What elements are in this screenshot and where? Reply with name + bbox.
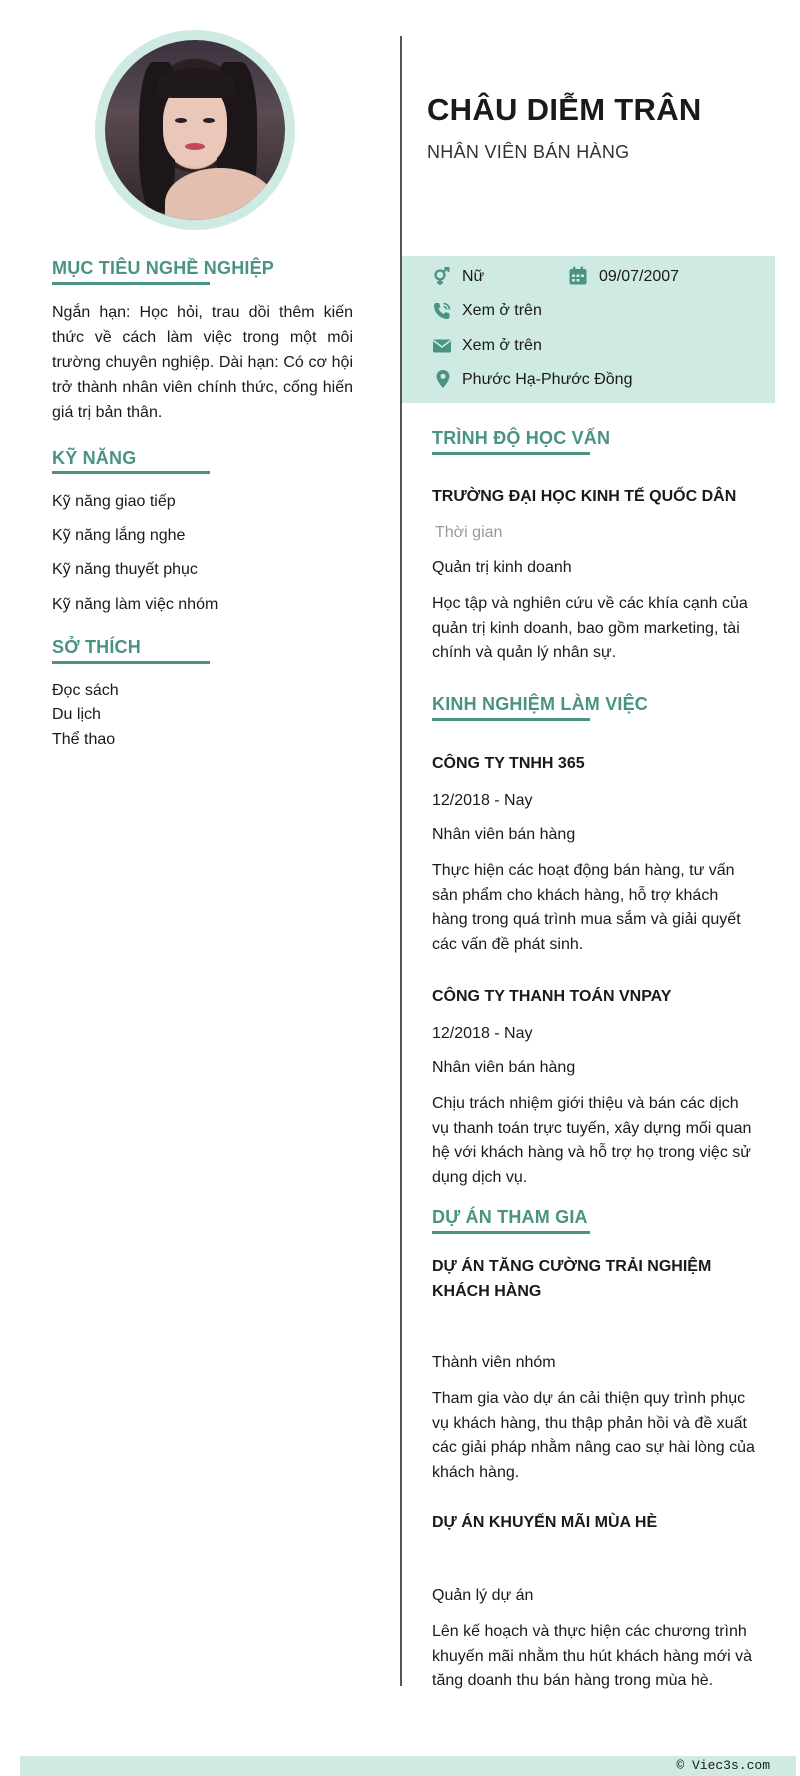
avatar-lips bbox=[185, 143, 205, 150]
project-role: Quản lý dự án bbox=[432, 1587, 534, 1604]
email-icon bbox=[432, 336, 452, 356]
avatar-shoulder bbox=[165, 168, 275, 220]
hobby-item: Thể thao bbox=[52, 731, 116, 748]
experience-role: Nhân viên bán hàng bbox=[432, 826, 576, 843]
candidate-name: CHÂU DIỄM TRÂN bbox=[427, 92, 702, 127]
education-school: TRƯỜNG ĐẠI HỌC KINH TẾ QUỐC DÂN bbox=[432, 488, 737, 505]
objective-title: MỤC TIÊU NGHỀ NGHIỆP bbox=[52, 258, 275, 278]
footer-bar bbox=[20, 1756, 796, 1776]
education-major: Quản trị kinh doanh bbox=[432, 559, 572, 576]
phone-value: Xem ở trên bbox=[462, 302, 542, 319]
candidate-position: NHÂN VIÊN BÁN HÀNG bbox=[427, 142, 630, 162]
avatar-eye-right bbox=[203, 118, 215, 123]
avatar-eye-left bbox=[175, 118, 187, 123]
skill-item: Kỹ năng lắng nghe bbox=[52, 527, 186, 544]
project-description: Tham gia vào dự án cải thiện quy trình phục vụ khách hàng, thu thập phản hồi và đề xuất các giải pháp nhằm nâng cao sự hài lòng của khách hàng. bbox=[432, 1390, 755, 1481]
skill-item: Kỹ năng thuyết phục bbox=[52, 561, 198, 578]
experience-period: 12/2018 - Nay bbox=[432, 1025, 533, 1042]
objective-text: Ngắn hạn: Học hỏi, trau dồi thêm kiến thức về cách làm việc trong một môi trường chuyên nghiệp. Dài hạn: Có cơ hội trở thành nhân viên chính thức, cống hiến giá trị bản thân. bbox=[52, 304, 353, 421]
email-value: Xem ở trên bbox=[462, 337, 542, 354]
experience-period: 12/2018 - Nay bbox=[432, 792, 533, 809]
objective-title-rule bbox=[52, 282, 210, 285]
project-name: DỰ ÁN TĂNG CƯỜNG TRẢI NGHIỆM bbox=[432, 1258, 712, 1275]
projects-title: DỰ ÁN THAM GIA bbox=[432, 1207, 588, 1227]
skill-item: Kỹ năng làm việc nhóm bbox=[52, 596, 219, 613]
experience-title: KINH NGHIỆM LÀM VIỆC bbox=[432, 694, 649, 714]
skills-title: KỸ NĂNG bbox=[52, 448, 137, 468]
address-value: Phước Hạ-Phước Đồng bbox=[462, 371, 633, 388]
education-title: TRÌNH ĐỘ HỌC VẤN bbox=[432, 428, 611, 448]
phone-icon bbox=[432, 301, 452, 321]
experience-role: Nhân viên bán hàng bbox=[432, 1059, 576, 1076]
projects-title-rule bbox=[432, 1231, 590, 1234]
avatar bbox=[105, 40, 285, 220]
footer-copyright: © Viec3s.com bbox=[676, 1758, 770, 1773]
skill-item: Kỹ năng giao tiếp bbox=[52, 493, 176, 510]
project-role: Thành viên nhóm bbox=[432, 1354, 556, 1371]
education-time: Thời gian bbox=[435, 524, 503, 541]
experience-description: Thực hiện các hoạt động bán hàng, tư vấn sản phẩm cho khách hàng, hỗ trợ khách hàng trong quá trình mua sắm và giải quyết các vấn đề phát sinh. bbox=[432, 862, 741, 953]
education-title-rule bbox=[432, 452, 590, 455]
project-name: DỰ ÁN KHUYẾN MÃI MÙA HÈ bbox=[432, 1514, 658, 1531]
project-name-continued: KHÁCH HÀNG bbox=[432, 1283, 542, 1300]
project-description: Lên kế hoạch và thực hiện các chương trình khuyến mãi nhằm thu hút khách hàng mới và tăng doanh thu bán hàng trong mùa hè. bbox=[432, 1623, 753, 1689]
hobby-item: Du lịch bbox=[52, 706, 101, 723]
experience-company: CÔNG TY TNHH 365 bbox=[432, 755, 585, 772]
gender-value: Nữ bbox=[462, 268, 485, 285]
avatar-fringe bbox=[157, 68, 235, 98]
location-pin-icon bbox=[433, 369, 453, 389]
skills-title-rule bbox=[52, 471, 210, 474]
gender-icon bbox=[432, 267, 452, 287]
education-description: Học tập và nghiên cứu về các khía cạnh của quản trị kinh doanh, bao gồm marketing, tài chính và quản lý nhân sự. bbox=[432, 595, 748, 661]
hobbies-title: SỞ THÍCH bbox=[52, 637, 141, 657]
experience-title-rule bbox=[432, 718, 590, 721]
hobbies-title-rule bbox=[52, 661, 210, 664]
experience-description: Chịu trách nhiệm giới thiệu và bán các dịch vụ thanh toán trực tuyến, xây dựng mối quan hệ với khách hàng và hỗ trợ họ trong việc sử dụng dịch vụ. bbox=[432, 1095, 752, 1186]
experience-company: CÔNG TY THANH TOÁN VNPAY bbox=[432, 988, 672, 1005]
hobby-item: Đọc sách bbox=[52, 682, 119, 699]
birthdate-value: 09/07/2007 bbox=[599, 268, 680, 285]
calendar-icon bbox=[568, 266, 588, 286]
